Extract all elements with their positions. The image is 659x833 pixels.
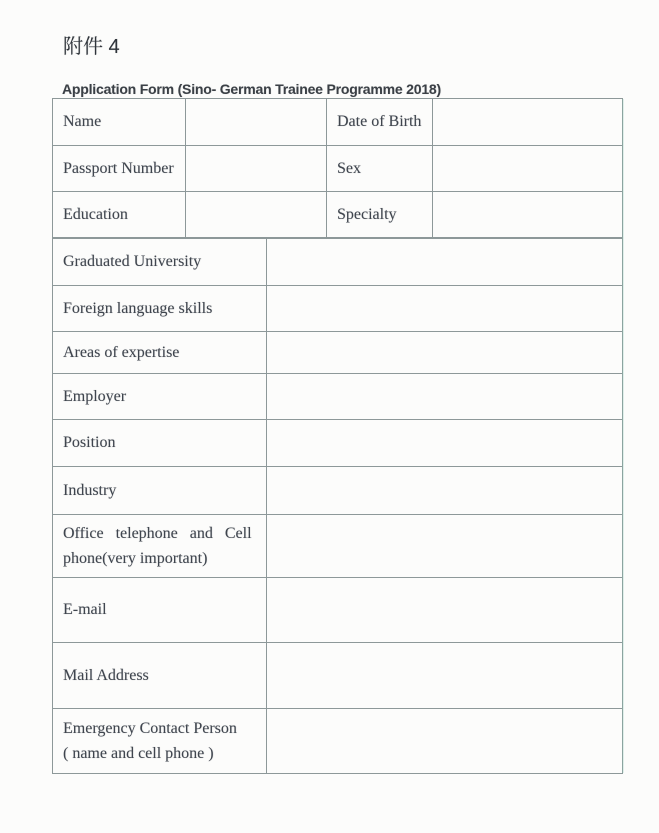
table-row xyxy=(53,99,623,146)
education-label: Education xyxy=(53,192,186,238)
attachment-label: 附件 4 xyxy=(63,36,120,58)
name-label: Name xyxy=(53,99,186,146)
table-row xyxy=(53,374,623,420)
table-row xyxy=(53,192,623,238)
scan-edge-artifact xyxy=(622,99,624,773)
position-label: Position xyxy=(53,420,267,467)
table-row xyxy=(53,515,623,578)
education-value-cell xyxy=(186,192,327,238)
email-value-cell xyxy=(267,578,623,643)
table-row xyxy=(53,709,623,774)
table-row xyxy=(53,643,623,709)
table-row xyxy=(53,578,623,643)
office-telephone-label xyxy=(53,515,267,578)
passport-number-value-cell xyxy=(186,146,327,192)
sex-value-cell xyxy=(433,146,623,192)
table-row xyxy=(53,332,623,374)
areas-of-expertise-value-cell xyxy=(267,332,623,374)
emergency-contact-label-line-1: Emergency Contact Person xyxy=(63,720,237,737)
mail-address-value-cell xyxy=(267,643,623,709)
office-telephone-label-line-1: Office telephone and Cell xyxy=(63,525,252,542)
position-value-cell xyxy=(267,420,623,467)
foreign-language-skills-value-cell xyxy=(267,286,623,332)
employer-value-cell xyxy=(267,374,623,420)
graduated-university-value-cell xyxy=(267,239,623,286)
specialty-value-cell xyxy=(433,192,623,238)
emergency-contact-label xyxy=(53,709,267,774)
table-row xyxy=(53,239,623,286)
table-row xyxy=(53,146,623,192)
office-telephone-value-cell xyxy=(267,515,623,578)
table-row xyxy=(53,420,623,467)
graduated-university-label: Graduated University xyxy=(53,239,267,286)
emergency-contact-label-line-2: ( name and cell phone ) xyxy=(63,745,214,762)
sex-label: Sex xyxy=(327,146,433,192)
form-title: Application Form (Sino- German Trainee Programme 2018) xyxy=(62,81,441,97)
specialty-label: Specialty xyxy=(327,192,433,238)
date-of-birth-value-cell xyxy=(433,99,623,146)
date-of-birth-label: Date of Birth xyxy=(327,99,433,146)
mail-address-label: Mail Address xyxy=(53,643,267,709)
industry-value-cell xyxy=(267,467,623,515)
table-row xyxy=(53,467,623,515)
personal-info-table xyxy=(52,98,623,238)
industry-label: Industry xyxy=(53,467,267,515)
emergency-contact-value-cell xyxy=(267,709,623,774)
name-value-cell xyxy=(186,99,327,146)
passport-number-label: Passport Number xyxy=(53,146,186,192)
office-telephone-label-line-2: phone(very important) xyxy=(63,550,208,567)
areas-of-expertise-label: Areas of expertise xyxy=(53,332,267,374)
detail-info-table xyxy=(52,238,623,774)
email-label: E-mail xyxy=(53,578,267,643)
table-row xyxy=(53,286,623,332)
employer-label: Employer xyxy=(53,374,267,420)
foreign-language-skills-label: Foreign language skills xyxy=(53,286,267,332)
